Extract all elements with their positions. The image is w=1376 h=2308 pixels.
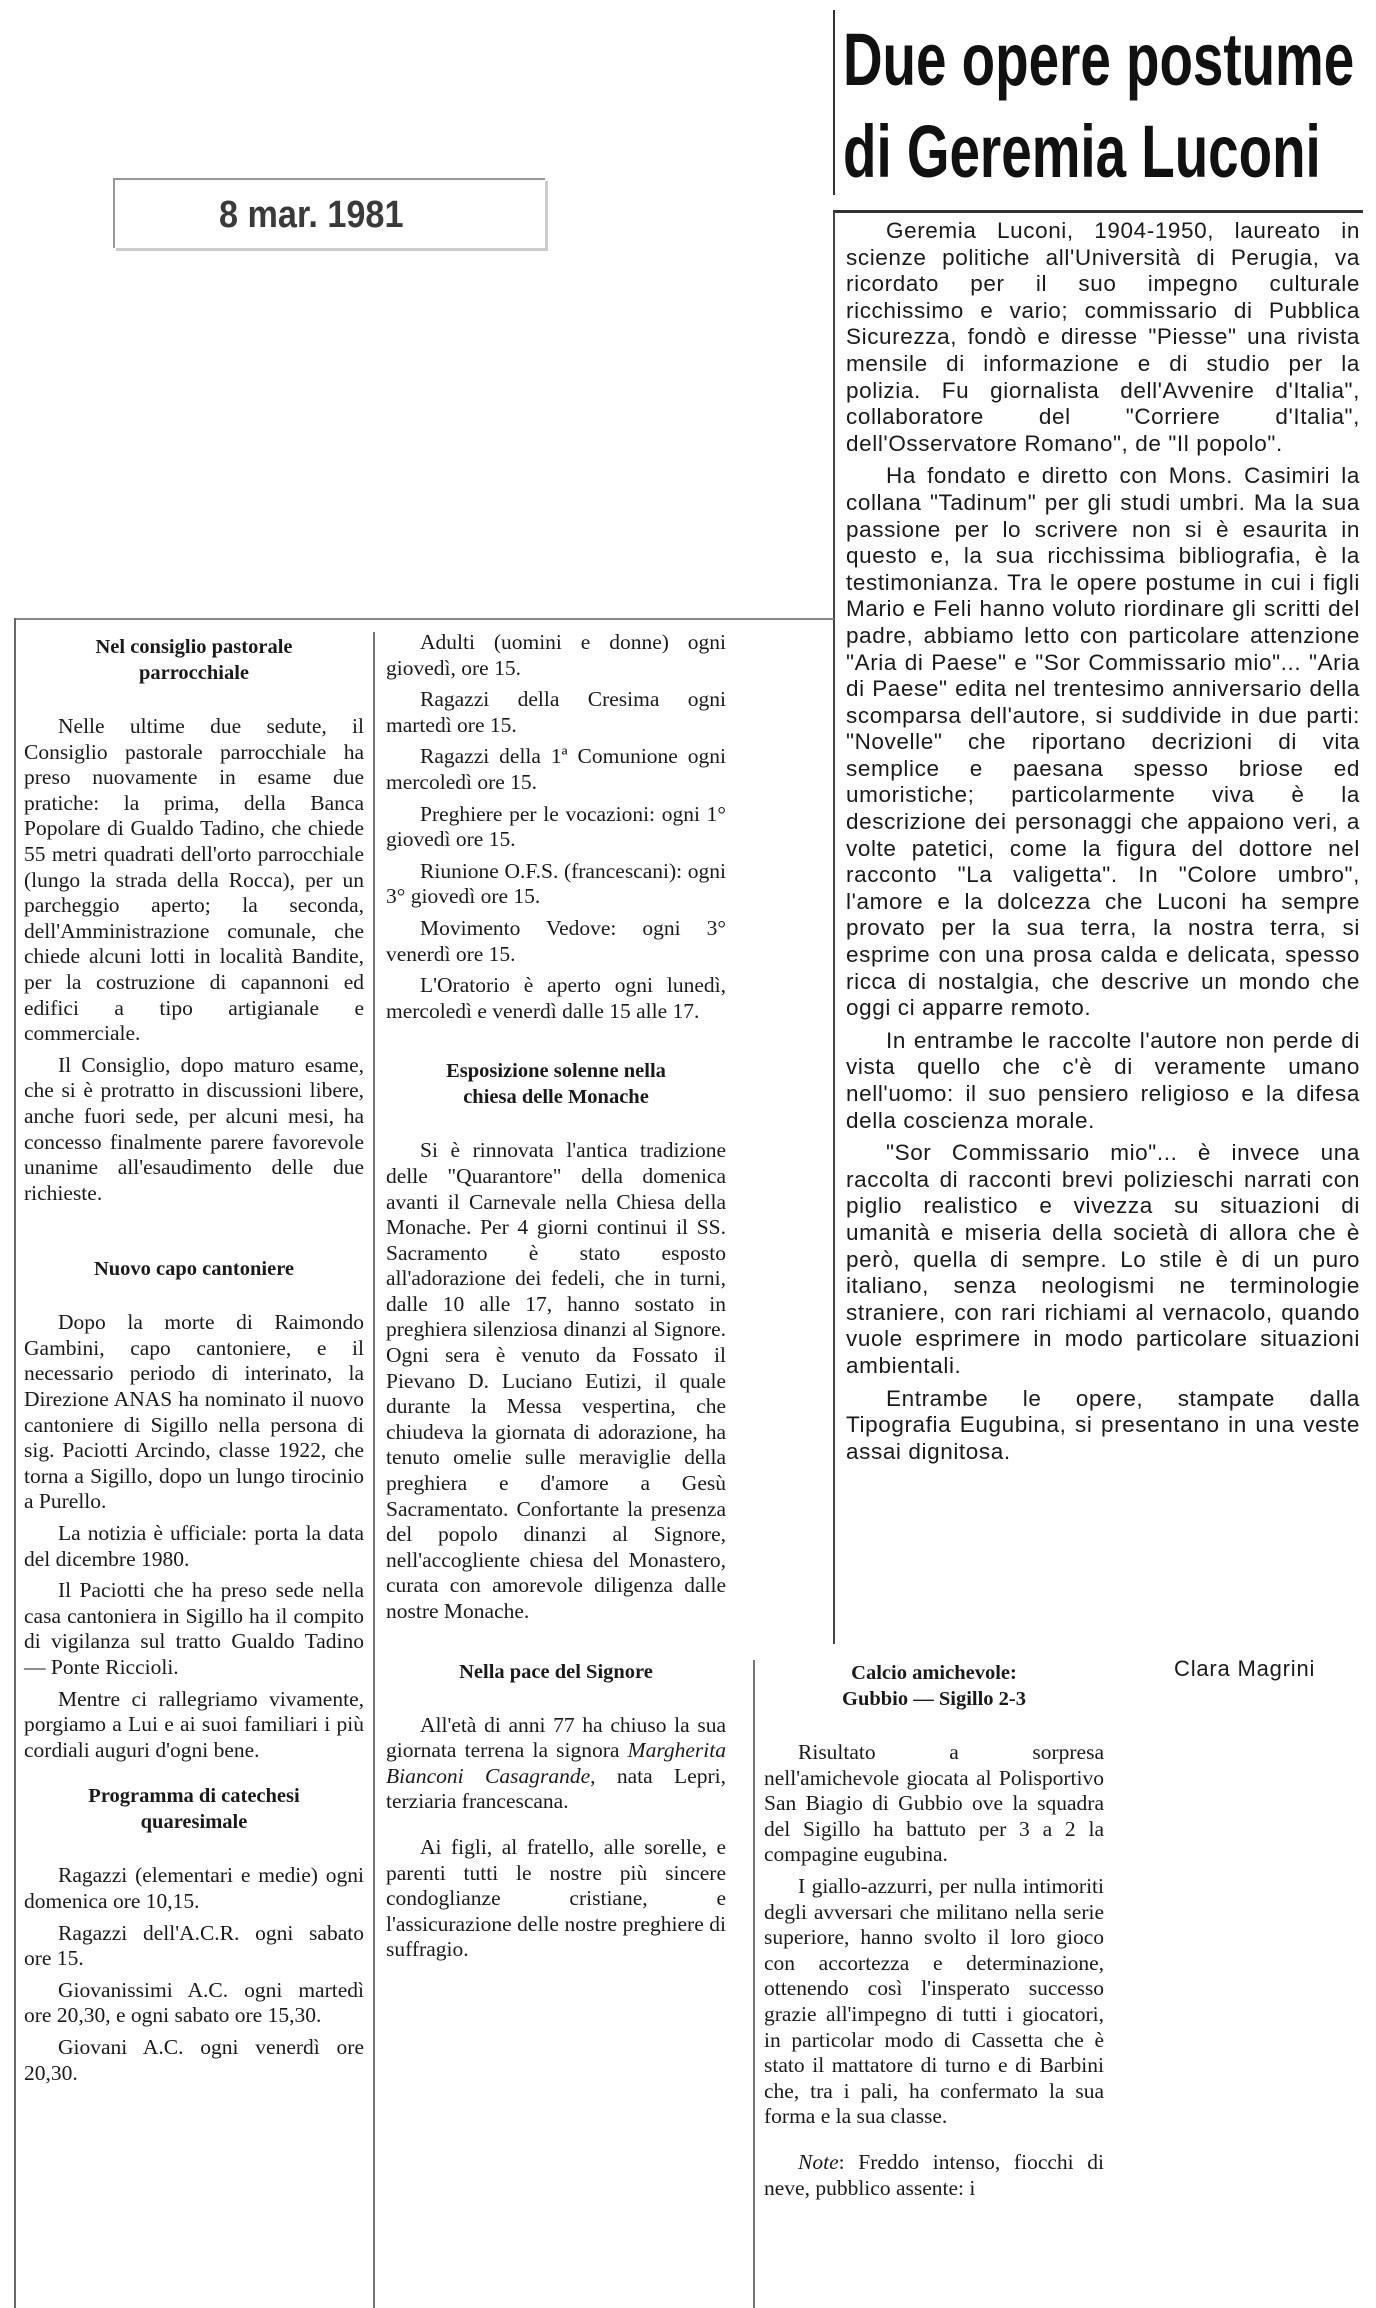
section-title-obituary: Nella pace del Signore <box>459 1660 653 1683</box>
paragraph: Ragazzi (elementari e medie) ogni domenica ore 10,15. <box>24 1863 364 1913</box>
local-news-top-rule <box>14 618 834 620</box>
section-title-road-keeper: Nuovo capo cantoniere <box>93 1258 295 1281</box>
main-article-rule <box>833 212 835 1644</box>
paragraph: Adulti (uomini e donne) ogni giovedì, ore 15. <box>386 630 726 680</box>
paragraph: I giallo-azzurri, per nulla intimoriti degli avversari che militano nella serie superiore, hanno svolto il loro gioco con accortezza e determinazione, ottenendo così l'insperato successo grazie all'impegno di tutti i giocatori, in particolar modo di Cassetta che è stato il mattatore di turno e di Barbini che, tra i pali, ha confermato la sua forma e la sua classe. <box>764 1873 1104 2129</box>
main-article-paragraph: In entrambe le raccolte l'autore non perde di vista quello che c'è di veramente umano nell'uomo: il suo pensiero religioso e la difesa della coscienza morale. <box>846 1027 1360 1133</box>
paragraph: Ragazzi della 1ª Comunione ogni mercoledì ore 15. <box>386 744 726 794</box>
local-news-left-rule <box>14 618 16 2308</box>
column-middle <box>386 630 726 1969</box>
main-article-paragraph: Entrambe le opere, stampate dalla Tipografia Eugubina, si presentano in una veste assai dignitosa. <box>846 1385 1360 1464</box>
note-label: Note <box>798 2149 839 2174</box>
paragraph: Dopo la morte di Raimondo Gambini, capo cantoniere, e il necessario periodo di interinato, la Direzione ANAS ha nominato il nuovo cantoniere di Sigillo nella persona di sig. Paciotti Arcindo, classe 1922, che torna a Sigillo, dopo un lungo tirocinio a Purello. <box>24 1310 364 1514</box>
section-title-pastoral-council: Nel consiglio pastorale parrocchiale <box>95 636 293 684</box>
deceased-name: Margherita Bianconi Casagrande <box>386 1738 726 1788</box>
date-label-box <box>113 178 545 248</box>
paragraph: Nelle ultime due sedute, il Consiglio pastorale parrocchiale ha preso nuovamente in esame due pratiche: la prima, della Banca Popolare di Gualdo Tadino, che chiede 55 metri quadrati dell'orto parrocchiale (lungo la strada della Rocca), per un parcheggio aperto; la seconda, dell'Amministrazione comunale, che chiede alcuni lotti in località Bandite, per la costruzione di capannoni ed edifici a tipo artigianale e commerciale. <box>24 714 364 1046</box>
main-article-paragraph: "Sor Commissario mio"... è invece una raccolta di racconti brevi polizieschi narrati con piglio realistico e vivezza su situazioni di umanità e miseria della società di allora che è però, quella di sempre. Lo stile è di un puro italiano, senza neologismi ne terminologie straniere, con rari richiami al vernacolo, quando vuole esprimere in modo particolare situazioni ambientali. <box>846 1140 1360 1378</box>
paragraph: Ragazzi dell'A.C.R. ogni sabato ore 15. <box>24 1920 364 1971</box>
paragraph: Il Paciotti che ha preso sede nella casa cantoniera in Sigillo ha il compito di vigilanza sul tratto Gualdo Tadino — Ponte Riccioli. <box>24 1578 364 1679</box>
main-article <box>846 218 1360 1471</box>
headline <box>843 14 1355 198</box>
paragraph: Giovanissimi A.C. ogni martedì ore 20,30, e ogni sabato ore 15,30. <box>24 1977 364 2028</box>
paragraph-obituary: All'età di anni 77 ha chiuso la sua giornata terrena la signora Margherita Bianconi Casagrande, nata Lepri, terziaria francescana. <box>386 1712 726 1814</box>
column-divider-right <box>753 1660 755 2308</box>
paragraph: Ai figli, al fratello, alle sorelle, e parenti tutti le nostre più sincere condoglianze cristiane, e l'assicurazione delle nostre preghiere di suffragio. <box>386 1834 726 1962</box>
paragraph: Preghiere per le vocazioni: ogni 1° giovedì ore 15. <box>386 801 726 852</box>
paragraph: Si è rinnovata l'antica tradizione delle "Quarantore" della domenica avanti il Carnevale nella Chiesa della Monache. Per 4 giorni continui il SS. Sacramento è stato esposto all'adorazione dei fedeli, che in turni, dalle 10 alle 17, hanno sostato in preghiera silenziosa dinanzi al Signore. Ogni sera è venuto da Fossato il Pievano D. Luciano Eutizi, il quale durante la Messa vespertina, che chiudeva la giornata di adorazione, ha tenuto omelie sulle meraviglie della preghiera e d'amore a Gesù Sacramentato. Confortante la presenza del popolo dinanzi al Signore, nell'accogliente chiesa del Monastero, curata con amorevole diligenza dalle nostre Monache. <box>386 1138 726 1623</box>
headline-line-2: di Geremia Luconi <box>843 110 1321 193</box>
paragraph: Movimento Vedove: ogni 3° venerdì ore 15. <box>386 915 726 966</box>
paragraph: L'Oratorio è aperto ogni lunedì, mercoledì e venerdì dalle 15 alle 17. <box>386 973 726 1023</box>
paragraph: Mentre ci rallegriamo vivamente, porgiamo a Lui e ai suoi familiari i più cordiali auguri d'ogni bene. <box>24 1686 364 1762</box>
column-right <box>764 1660 1104 2207</box>
headline-line-1: Due opere postume <box>843 18 1355 101</box>
paragraph: Ragazzi della Cresima ogni martedì ore 15. <box>386 687 726 737</box>
byline: Clara Magrini <box>1174 1656 1316 1681</box>
section-title-exposition: Esposizione solenne nella chiesa delle Monache <box>446 1060 666 1109</box>
paragraph: Risultato a sorpresa nell'amichevole giocata al Polisportivo San Biagio di Gubbio ove la squadra del Sigillo ha battuto per 3 a 2 la compagine eugubina. <box>764 1740 1104 1867</box>
paragraph: Riunione O.F.S. (francescani): ogni 3° giovedì ore 15. <box>386 858 726 909</box>
section-title-football: Calcio amichevole: Gubbio — Sigillo 2-3 <box>842 1662 1026 1710</box>
column-divider-left <box>373 632 375 2308</box>
paragraph: Giovani A.C. ogni venerdì ore 20,30. <box>24 2034 364 2085</box>
main-article-paragraph: Ha fondato e diretto con Mons. Casimiri la collana "Tadinum" per gli studi umbri. Ma la sua passione per lo scrivere non si è esaurita in questo e, la sua ricchissima bibliografia, è la testimonianza. Tra le opere postume in cui i figli Mario e Feli hanno voluto riordinare gli scritti del padre, abbiamo letto con particolare attenzione "Aria di Paese" e "Sor Commissario mio"... "Aria di Paese" edita nel trentesimo anniversario della scomparsa dell'autore, si suddivide in due parti: "Novelle" che riportano decrizioni di vita semplice e paesana spesso briose ed umoristiche; particolarmente viva è la descrizione dei personaggi che appaiono veri, a volte patetici, come la figura del dottore nel racconto "La valigetta". In "Colore umbro", l'amore e la dolcezza che Luconi ha sempre provato per la sua terra, la nostra terra, si esprime con una prosa calda e delicata, spesso ricca di nostalgia, che descrive un mondo che oggi ci apparre remoto. <box>846 463 1360 1021</box>
paragraph: Il Consiglio, dopo maturo esame, che si è protratto in discussioni libere, anche fuori sede, per alcuni mesi, ha concesso finalmente parere favorevole unanime all'esaudimento delle due richieste. <box>24 1052 364 1205</box>
paragraph: La notizia è ufficiale: porta la data del dicembre 1980. <box>24 1521 364 1571</box>
paragraph-note: Note: Freddo intenso, fiocchi di neve, pubblico assente: i <box>764 2149 1104 2200</box>
headline-rule-bottom <box>833 210 1363 213</box>
headline-rule-left <box>833 10 835 195</box>
column-left <box>24 634 364 2092</box>
section-title-catechesis: Programma di catechesi quaresimale <box>88 1785 300 1834</box>
date-label: 8 mar. 1981 <box>219 194 404 236</box>
main-article-paragraph: Geremia Luconi, 1904-1950, laureato in scienze politiche all'Università di Perugia, va ricordato per il suo impegno culturale ricchissimo e vario; commissario di Pubblica Sicurezza, fondò e diresse "Piesse" una rivista mensile di informazione e di studio per la polizia. Fu giornalista dell'Avvenire d'Italia", collaboratore del "Corriere d'Italia", dell'Osservatore Romano", de "Il popolo". <box>846 218 1360 456</box>
